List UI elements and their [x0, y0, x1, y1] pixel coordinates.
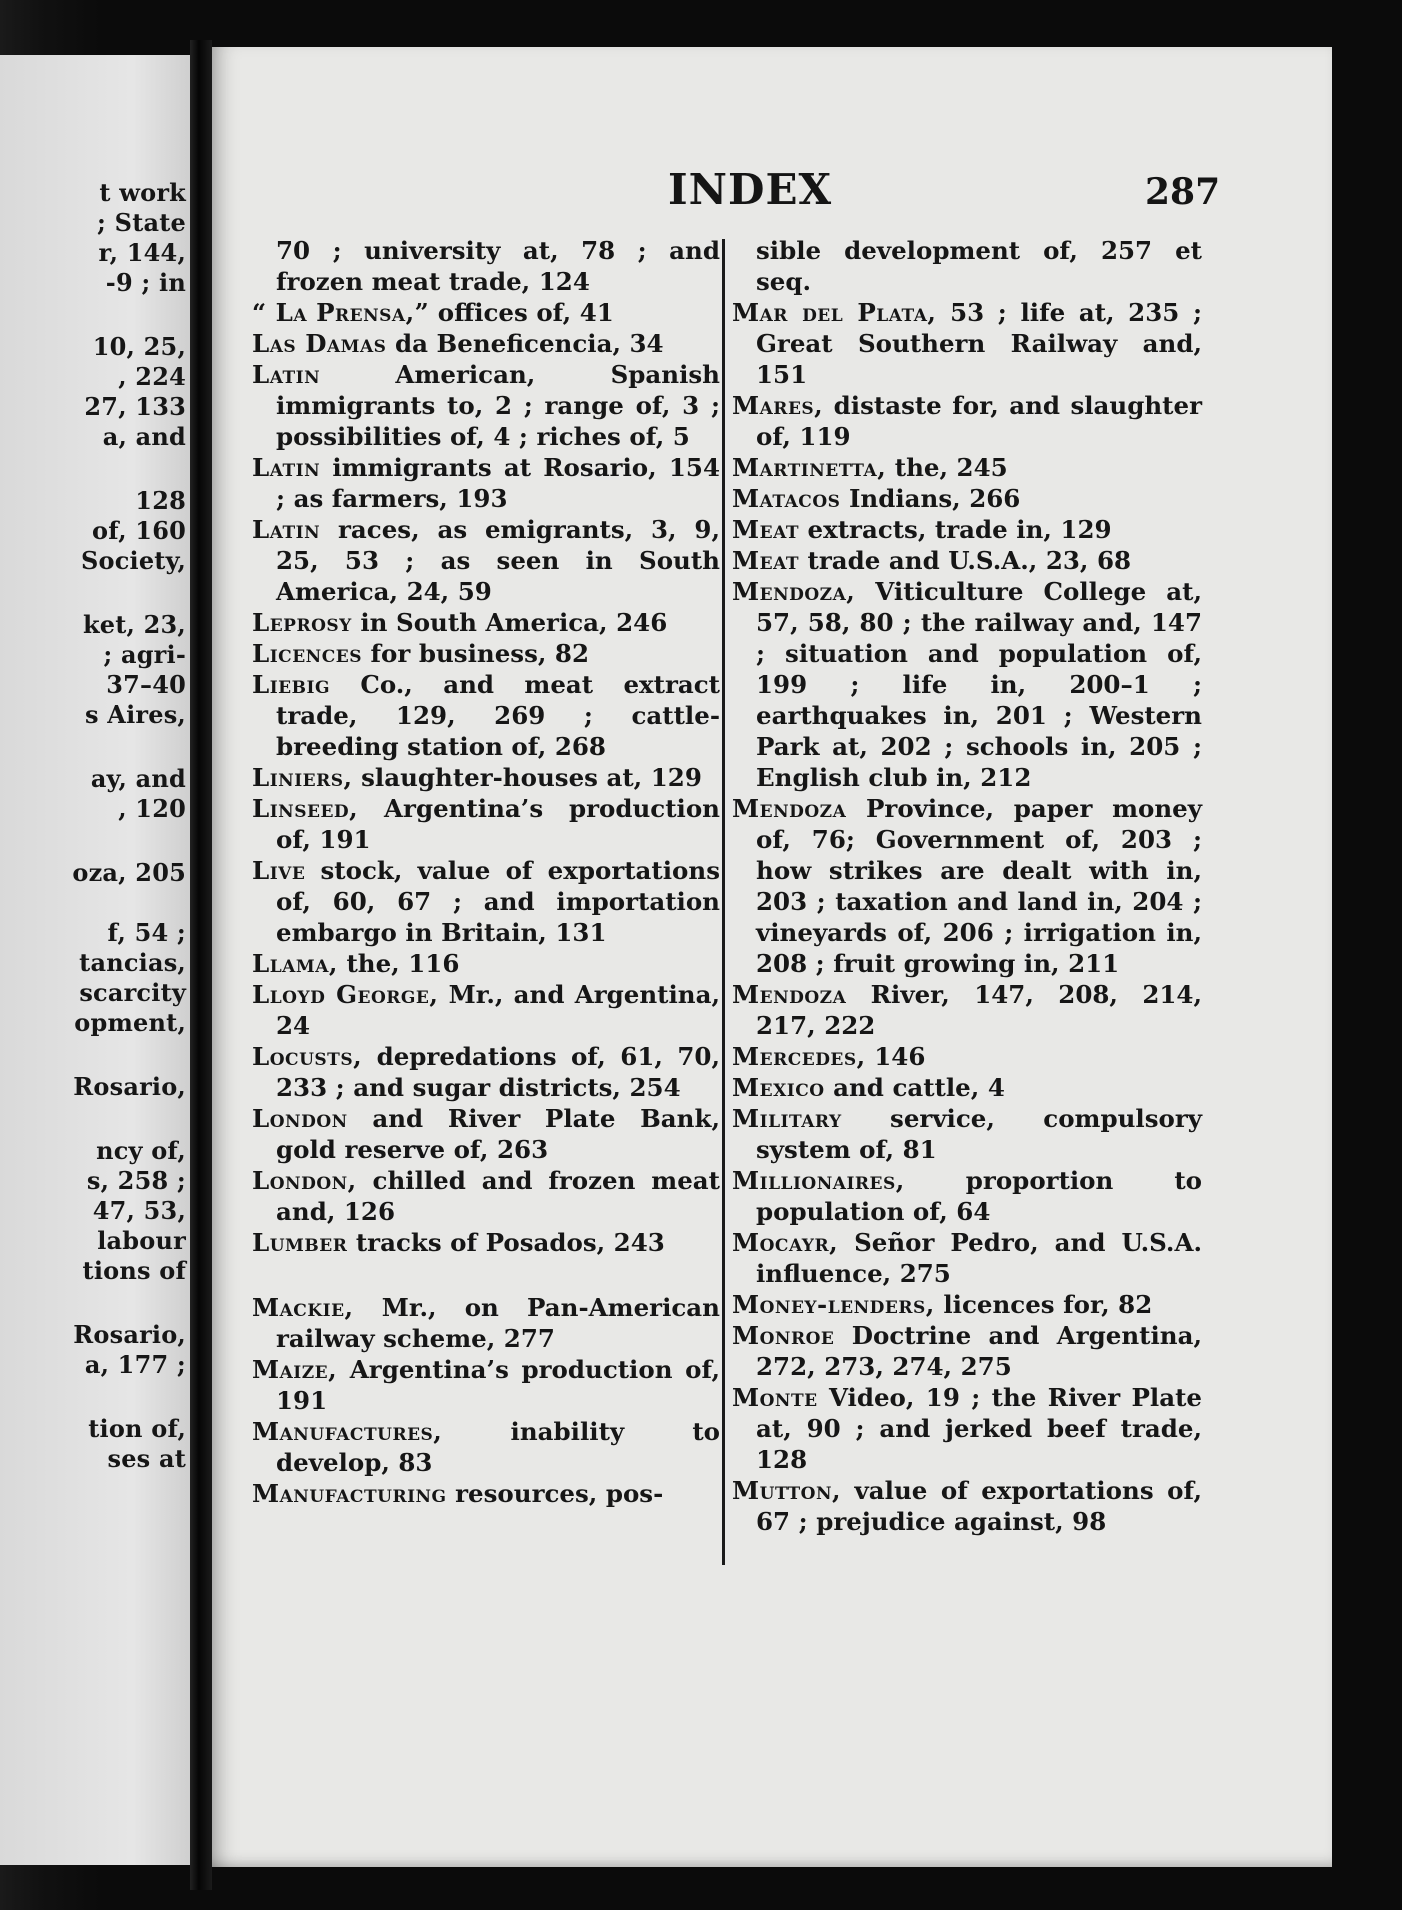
index-entry-text: races, as emigrants, 3, 9, 25, 53 ; as seen in South America, 24, 59 — [276, 515, 720, 606]
left-page-text-fragment: 10, 25, — [92, 332, 186, 361]
index-entry — [732, 1165, 1202, 1227]
index-entry — [732, 979, 1202, 1041]
index-entry — [252, 514, 720, 607]
column-divider — [722, 239, 725, 1565]
index-headword: Mares, — [732, 391, 824, 420]
left-page-text-fragment: a, and — [102, 422, 186, 451]
index-headword: Mar del Plata, — [732, 298, 937, 327]
index-entry — [732, 1103, 1202, 1165]
left-page-text-fragment: oza, 205 — [72, 858, 186, 887]
index-entry-text: Province, paper money of, 76; Government of, 203 ; how strikes are dealt with in, 203 ; taxation and land in, 204 ; vineyards of, 206 ; irrigation in, 208 ; fruit growing in, 211 — [756, 794, 1202, 978]
left-page-text-fragment: -9 ; in — [105, 268, 186, 297]
index-entry-text: licences for, 82 — [934, 1290, 1153, 1319]
index-entry-text: tracks of Posados, 243 — [347, 1228, 665, 1257]
index-headword: Licences — [252, 639, 362, 668]
index-headword: Mexico — [732, 1073, 825, 1102]
index-entry — [732, 514, 1202, 545]
index-entry — [252, 669, 720, 762]
index-entry-text: 53 ; life at, 235 ; Great Southern Railway and, 151 — [756, 298, 1202, 389]
index-headword: Liniers, — [252, 763, 353, 792]
index-entry-text: da Beneficencia, 34 — [386, 329, 664, 358]
index-headword: Lumber — [252, 1228, 348, 1257]
left-page-text-fragment: ket, 23, — [82, 610, 186, 639]
left-page-text-fragment: , 120 — [118, 794, 186, 823]
index-entry — [252, 328, 720, 359]
index-entry-text: for business, 82 — [361, 639, 590, 668]
left-page-text-fragment: 128 — [135, 486, 186, 515]
index-entry — [276, 235, 720, 297]
left-page-text-fragment: tancias, — [79, 948, 186, 977]
index-entry — [252, 1041, 720, 1103]
index-headword: Latin — [252, 453, 321, 482]
index-entry — [732, 1475, 1202, 1537]
index-headword: Meat — [732, 515, 799, 544]
left-page-text-fragment: Society, — [80, 546, 186, 575]
left-page-text-fragment: 37–40 — [106, 670, 186, 699]
index-entry — [732, 793, 1202, 979]
index-entry-text: 70 ; university at, 78 ; and frozen meat trade, 124 — [276, 236, 720, 296]
index-entry-text: offices of, 41 — [429, 298, 614, 327]
index-entry — [732, 483, 1202, 514]
index-entry-text: depredations of, 61, 70, 233 ; and sugar districts, 254 — [276, 1042, 720, 1102]
index-entry-text: distaste for, and slaughter of, 119 — [756, 391, 1202, 451]
index-entry-text: resources, pos- — [446, 1479, 664, 1508]
index-entry — [756, 235, 1202, 297]
index-entry-text: sible development of, 257 et seq. — [756, 236, 1202, 296]
index-entry — [252, 1165, 720, 1227]
index-entry — [252, 1292, 720, 1354]
index-entry-text: value of exportations of, 67 ; prejudice against, 98 — [756, 1476, 1202, 1536]
index-entry — [252, 793, 720, 855]
index-entry — [252, 638, 720, 669]
left-page-text-fragment: tions of — [82, 1256, 186, 1285]
left-page-text-fragment: Rosario, — [73, 1072, 186, 1101]
index-entry — [732, 1320, 1202, 1382]
index-entry — [252, 1354, 720, 1416]
index-headword: Locusts, — [252, 1042, 363, 1071]
index-headword: Maize, — [252, 1355, 338, 1384]
left-page-text-fragment: ay, and — [90, 764, 186, 793]
index-headword: Mutton, — [732, 1476, 842, 1505]
left-page-text-fragment: ; State — [97, 208, 186, 237]
index-entry-text: extracts, trade in, 129 — [799, 515, 1112, 544]
index-entry-text: Mr., and Argentina, 24 — [276, 980, 720, 1040]
index-entry-text: Doctrine and Argentina, 272, 273, 274, 275 — [756, 1321, 1202, 1381]
left-page-text-fragment: s, 258 ; — [86, 1166, 186, 1195]
index-entry — [252, 1416, 720, 1478]
index-headword: Llama, — [252, 949, 338, 978]
left-page-text-fragment: opment, — [74, 1008, 186, 1037]
index-entry — [732, 545, 1202, 576]
index-headword: Mendoza — [732, 980, 847, 1009]
index-entry-text: and River Plate Bank, gold reserve of, 263 — [276, 1104, 720, 1164]
page-number: 287 — [1145, 171, 1221, 213]
index-headword: Manufactures, — [252, 1417, 443, 1446]
index-entry-text: proportion to population of, 64 — [756, 1166, 1202, 1226]
index-entry — [732, 452, 1202, 483]
left-page-text-fragment: t work — [99, 178, 186, 207]
index-entry — [252, 762, 720, 793]
index-entry — [732, 1041, 1202, 1072]
index-headword: Linseed, — [252, 794, 359, 823]
index-headword: Matacos — [732, 484, 841, 513]
index-entry-text: Viticulture College at, 57, 58, 80 ; the railway and, 147 ; situation and population of, 199 ; life in, 200–1 ; earthquakes in, 201 ; Western Park at, 202 ; schools in, 205 ; English club in, 212 — [756, 577, 1202, 792]
index-page — [212, 47, 1332, 1867]
index-entry — [252, 297, 720, 328]
index-entry-text: trade and U.S.A., 23, 68 — [799, 546, 1132, 575]
left-page-text-fragment: ses at — [107, 1444, 186, 1473]
index-headword: London — [252, 1104, 348, 1133]
previous-page-fragment — [0, 55, 190, 1865]
index-headword: Lloyd George, — [252, 980, 439, 1009]
index-headword: Latin — [252, 515, 321, 544]
book-gutter — [190, 40, 212, 1890]
index-headword: “ La Prensa,” — [252, 298, 430, 327]
index-entry — [252, 452, 720, 514]
index-entry-text: stock, value of exportations of, 60, 67 ; and importation embargo in Britain, 131 — [276, 856, 720, 947]
index-headword: Monroe — [732, 1321, 835, 1350]
index-entry — [252, 359, 720, 452]
index-headword: Latin — [252, 360, 321, 389]
index-entry-text: slaughter-houses at, 129 — [352, 763, 702, 792]
index-headword: Money-lenders, — [732, 1290, 935, 1319]
index-headword: Manufacturing — [252, 1479, 447, 1508]
index-entry — [252, 979, 720, 1041]
index-entry — [252, 855, 720, 948]
index-entry-text: River, 147, 208, 214, 217, 222 — [756, 980, 1202, 1040]
index-entry — [732, 1382, 1202, 1475]
left-page-text-fragment: ncy of, — [96, 1136, 186, 1165]
index-entry-text: chilled and frozen meat and, 126 — [276, 1166, 720, 1226]
index-column-right — [732, 235, 1202, 1537]
left-page-text-fragment: labour — [97, 1226, 186, 1255]
index-entry — [732, 1227, 1202, 1289]
index-entry-text: Video, 19 ; the River Plate at, 90 ; and jerked beef trade, 128 — [756, 1383, 1202, 1474]
index-entry — [732, 1289, 1202, 1320]
index-headword: Mackie, — [252, 1293, 354, 1322]
index-entry-text: Co., and meat extract trade, 129, 269 ; cattle-breeding station of, 268 — [276, 670, 720, 761]
left-page-text-fragment: a, 177 ; — [84, 1350, 186, 1379]
page-title: INDEX — [668, 165, 833, 214]
index-entry — [252, 1103, 720, 1165]
index-entry-text: immigrants at Rosario, 154 ; as farmers, 193 — [276, 453, 720, 513]
index-entry — [252, 1227, 720, 1258]
index-entry-text: inability to develop, 83 — [276, 1417, 720, 1477]
left-page-text-fragment: ; agri- — [103, 640, 186, 669]
index-entry-text: Argentina’s production of, 191 — [276, 1355, 720, 1415]
left-page-text-fragment: scarcity — [79, 978, 186, 1007]
index-headword: Military — [732, 1104, 842, 1133]
index-entry — [732, 1072, 1202, 1103]
left-page-text-fragment: , 224 — [118, 362, 186, 391]
left-page-text-fragment: of, 160 — [91, 516, 186, 545]
index-entry — [732, 576, 1202, 793]
index-headword: Monte — [732, 1383, 818, 1412]
index-entry — [252, 948, 720, 979]
index-headword: Mendoza, — [732, 577, 856, 606]
index-entry — [252, 1478, 720, 1509]
index-headword: Millionaires, — [732, 1166, 905, 1195]
index-headword: Meat — [732, 546, 799, 575]
index-entry-text: Argentina’s production of, 191 — [276, 794, 720, 854]
index-entry-text: service, compulsory system of, 81 — [756, 1104, 1202, 1164]
index-headword: Mercedes, — [732, 1042, 866, 1071]
index-entry — [732, 297, 1202, 390]
index-entry-text: Mr., on Pan-American railway scheme, 277 — [276, 1293, 720, 1353]
index-headword: Las Damas — [252, 329, 387, 358]
index-entry-text: the, 116 — [337, 949, 460, 978]
index-entry-text: in South America, 246 — [351, 608, 668, 637]
left-page-text-fragment: s Aires, — [85, 700, 186, 729]
index-entry — [252, 607, 720, 638]
index-entry-text: Señor Pedro, and U.S.A. influence, 275 — [756, 1228, 1202, 1288]
index-headword: Martinetta, — [732, 453, 887, 482]
index-entry-text: and cattle, 4 — [824, 1073, 1005, 1102]
index-headword: Mendoza — [732, 794, 847, 823]
left-page-text-fragment: f, 54 ; — [107, 918, 186, 947]
left-page-text-fragment: tion of, — [88, 1414, 186, 1443]
left-page-text-fragment: Rosario, — [73, 1320, 186, 1349]
index-headword: Leprosy — [252, 608, 352, 637]
index-headword: Liebig — [252, 670, 330, 699]
index-entry — [732, 390, 1202, 452]
left-page-text-fragment: r, 144, — [98, 238, 186, 267]
index-headword: London, — [252, 1166, 357, 1195]
index-column-left — [252, 235, 720, 1509]
left-page-text-fragment: 47, 53, — [92, 1196, 186, 1225]
index-entry-text: Indians, 266 — [840, 484, 1021, 513]
index-entry-text: American, Spanish immigrants to, 2 ; range of, 3 ; possibilities of, 4 ; riches of, 5 — [276, 360, 720, 451]
index-headword: Live — [252, 856, 306, 885]
left-page-text-fragment: 27, 133 — [84, 392, 186, 421]
index-entry-text: the, 245 — [886, 453, 1008, 482]
index-entry-text: 146 — [865, 1042, 926, 1071]
index-headword: Mocayr, — [732, 1228, 839, 1257]
